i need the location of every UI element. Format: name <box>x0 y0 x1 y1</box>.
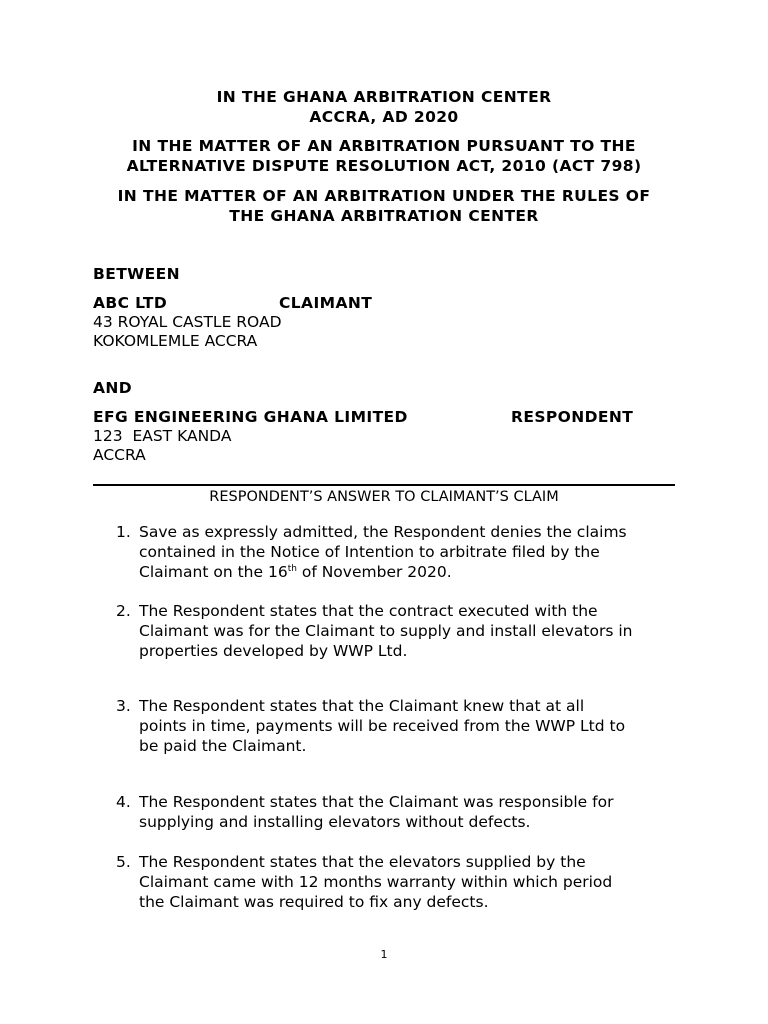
item-line: contained in the Notice of Intention to arbitrate filed by the <box>139 543 600 561</box>
item-line: supplying and installing elevators without defects. <box>139 813 531 831</box>
between-label: BETWEEN <box>93 265 181 283</box>
item-line: The Respondent states that the elevators supplied by the <box>139 853 586 871</box>
item-number: 4. <box>116 793 131 811</box>
matter-heading-1a: IN THE MATTER OF AN ARBITRATION PURSUANT TO THE <box>132 137 636 155</box>
item-line: The Respondent states that the Claimant was responsible for <box>139 793 614 811</box>
answer-title: RESPONDENT’S ANSWER TO CLAIMANT’S CLAIM <box>209 489 559 505</box>
item-text <box>139 601 684 661</box>
section-divider <box>93 484 675 486</box>
item-number: 3. <box>116 697 131 715</box>
item-line: be paid the Claimant. <box>139 737 307 755</box>
claimant-address-line-1: 43 ROYAL CASTLE ROAD <box>93 313 282 331</box>
ordinal-suffix: th <box>287 563 297 574</box>
item-number: 1. <box>116 523 131 541</box>
item-line: The Respondent states that the Claimant knew that at all <box>139 697 585 715</box>
respondent-role: RESPONDENT <box>511 408 634 426</box>
item-line <box>139 562 684 582</box>
item-text <box>139 852 684 912</box>
item-line: Save as expressly admitted, the Respondent denies the claims <box>139 523 627 541</box>
respondent-address-line-1: 123 EAST KANDA <box>93 427 232 445</box>
item-line: points in time, payments will be received from the WWP Ltd to <box>139 717 626 735</box>
respondent-address-line-2: ACCRA <box>93 446 146 464</box>
item-number: 2. <box>116 602 131 620</box>
item-line: The Respondent states that the contract executed with the <box>139 602 598 620</box>
matter-heading-2b: THE GHANA ARBITRATION CENTER <box>229 207 539 225</box>
item-line-text: Claimant on the 16 <box>139 563 288 581</box>
court-title: IN THE GHANA ARBITRATION CENTER <box>216 88 552 106</box>
claimant-role: CLAIMANT <box>279 294 373 312</box>
item-line-text: of November 2020. <box>296 563 452 581</box>
matter-heading-1b: ALTERNATIVE DISPUTE RESOLUTION ACT, 2010 (ACT 798) <box>126 157 642 175</box>
item-line: Claimant was for the Claimant to supply and install elevators in <box>139 622 633 640</box>
venue-date: ACCRA, AD 2020 <box>309 108 459 126</box>
matter-heading-2a: IN THE MATTER OF AN ARBITRATION UNDER THE RULES OF <box>117 187 651 205</box>
item-number: 5. <box>116 853 131 871</box>
item-line: properties developed by WWP Ltd. <box>139 642 408 660</box>
claimant-address-line-2: KOKOMLEMLE ACCRA <box>93 332 258 350</box>
respondent-name: EFG ENGINEERING GHANA LIMITED <box>93 408 408 426</box>
item-line: Claimant came with 12 months warranty within which period <box>139 873 613 891</box>
claimant-name: ABC LTD <box>93 294 168 312</box>
item-text <box>139 696 684 756</box>
item-line: the Claimant was required to fix any defects. <box>139 893 489 911</box>
item-text <box>139 792 684 832</box>
and-label: AND <box>93 379 133 397</box>
page-number: 1 <box>380 948 388 961</box>
item-text <box>139 522 684 582</box>
